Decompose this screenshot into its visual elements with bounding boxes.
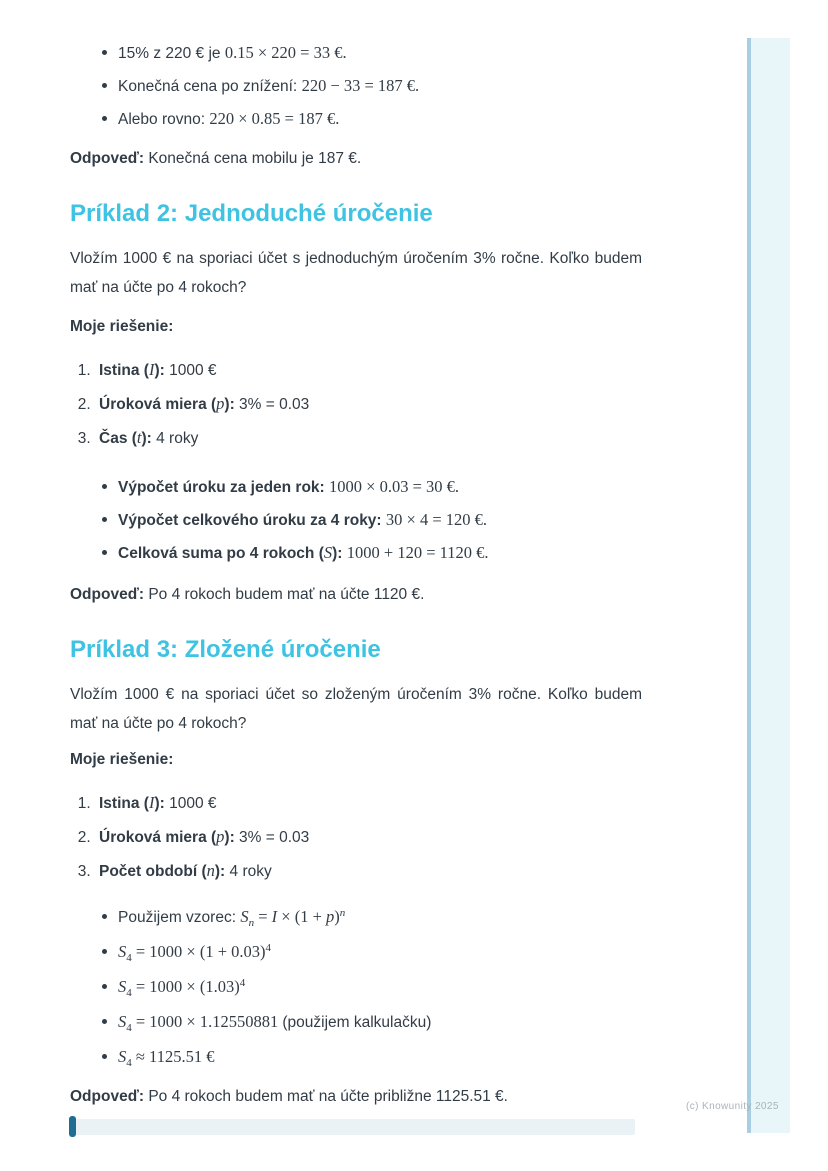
bold-text: ): xyxy=(214,863,226,880)
answer-paragraph-2 xyxy=(70,580,642,609)
math-text: ≈ 1125.51 € xyxy=(131,1047,215,1066)
list-item xyxy=(70,972,642,1002)
heading-priklad-2: Príklad 2: Jednoduché úročenie xyxy=(70,200,433,227)
page-divider-line xyxy=(747,38,751,1133)
bold-text: Celková suma po 4 rokoch ( xyxy=(118,545,324,562)
math-text: ) xyxy=(334,907,340,926)
bold-text: Výpočet úroku za jeden rok: xyxy=(118,479,330,496)
math-text: = xyxy=(254,907,272,926)
text-run: 15% z 220 € je xyxy=(118,45,225,62)
math-variable: I xyxy=(148,793,155,812)
math-variable: p xyxy=(326,907,335,926)
answer-paragraph-1 xyxy=(70,144,642,173)
math-variable: n xyxy=(206,861,215,880)
text-run: 1000 € xyxy=(164,795,217,812)
bold-text: Istina ( xyxy=(99,362,149,379)
discount-bullet-list xyxy=(70,38,642,134)
text-run: Alebo rovno: xyxy=(118,111,210,128)
simple-interest-calcs xyxy=(70,472,642,568)
bold-text: ): xyxy=(332,545,347,562)
text-run: Použijem vzorec: xyxy=(118,909,241,926)
list-item xyxy=(70,104,642,134)
bold-text: Výpočet celkového úroku za 4 roky: xyxy=(118,512,386,529)
bold-text: ): xyxy=(154,795,165,812)
bold-text: ): xyxy=(224,396,235,413)
math-text: = 1000 × (1.03) xyxy=(131,977,240,996)
bold-text: Úroková miera ( xyxy=(99,396,217,413)
math-text: 220 × 0.85 = 187 €. xyxy=(209,109,340,128)
math-variable: n xyxy=(339,906,346,919)
math-variable: n xyxy=(248,917,255,930)
next-section-band xyxy=(71,1119,635,1135)
text-run: 3% = 0.03 xyxy=(234,829,310,846)
list-item xyxy=(70,472,642,502)
list-item xyxy=(95,788,642,818)
text-run: Po 4 rokoch budem mať na účte 1120 €. xyxy=(144,586,425,603)
text-run: 4 xyxy=(126,1022,132,1035)
math-text: 220 − 33 = 187 €. xyxy=(301,76,420,95)
list-item xyxy=(95,355,642,385)
text-run: Konečná cena po znížení: xyxy=(118,78,302,95)
text-run: Po 4 rokoch budem mať na účte približne 1125.51 €. xyxy=(144,1088,508,1105)
text-run: 4 xyxy=(126,987,132,1000)
moje-riesenie-label-2 xyxy=(70,745,642,774)
bold-text: Úroková miera ( xyxy=(99,829,217,846)
math-variable: S xyxy=(118,1012,127,1031)
math-variable: I xyxy=(148,360,155,379)
math-text: 1000 + 120 = 1120 €. xyxy=(346,543,489,562)
math-text: = 1000 × 1.12550881 xyxy=(131,1012,283,1031)
intro-paragraph-2: Vložím 1000 € na sporiaci účet s jednoduchým úročením 3% ročne. Koľko budem mať na účte po 4 rokoch? xyxy=(70,250,642,296)
list-item xyxy=(70,937,642,967)
math-variable: S xyxy=(323,543,333,562)
text-run: 1000 € xyxy=(164,362,217,379)
math-variable: S xyxy=(240,907,249,926)
moje-riesenie-label-1 xyxy=(70,312,642,341)
math-text: = 1000 × (1 + 0.03) xyxy=(131,942,266,961)
bold-text: ): xyxy=(154,362,165,379)
bold-text: Moje riešenie: xyxy=(70,318,174,335)
page-side-rail xyxy=(747,38,790,1133)
next-section-bar xyxy=(69,1116,76,1137)
text-run: 4 roky xyxy=(225,863,272,880)
list-item xyxy=(70,505,642,535)
text-run: (použijem kalkulačku) xyxy=(282,1014,432,1031)
compound-interest-steps xyxy=(70,788,642,886)
list-item xyxy=(70,538,642,568)
intro-paragraph-3: Vložím 1000 € na sporiaci účet so zloženým úročením 3% ročne. Koľko budem mať na účte po 4 rokoch? xyxy=(70,686,642,732)
bold-text: Odpoveď: xyxy=(70,1088,145,1105)
list-item xyxy=(70,38,642,68)
math-text: 1000 × 0.03 = 30 €. xyxy=(329,477,460,496)
list-item xyxy=(95,822,642,852)
list-item xyxy=(95,389,642,419)
math-text: 0.15 × 220 = 33 €. xyxy=(224,43,347,62)
bold-text: Počet období ( xyxy=(99,863,207,880)
bold-text: Odpoveď: xyxy=(70,150,145,167)
text-run: 4 xyxy=(265,941,272,954)
bold-text: ): xyxy=(224,829,235,846)
math-variable: p xyxy=(216,827,225,846)
text-run: Konečná cena mobilu je 187 €. xyxy=(144,150,362,167)
simple-interest-steps xyxy=(70,355,642,453)
math-variable: p xyxy=(216,394,225,413)
list-item xyxy=(95,856,642,886)
bold-text: Istina ( xyxy=(99,795,149,812)
list-item xyxy=(70,1042,642,1072)
text-run: 4 xyxy=(126,952,132,965)
text-run: 4 xyxy=(126,1057,132,1070)
watermark: (c) Knowunity 2025 xyxy=(686,1101,779,1112)
list-item xyxy=(70,71,642,101)
list-item xyxy=(70,902,642,932)
compound-interest-calcs xyxy=(70,902,642,1072)
bold-text: ): xyxy=(141,430,152,447)
math-variable: S xyxy=(118,977,127,996)
math-variable: t xyxy=(136,428,142,447)
math-variable: S xyxy=(118,1047,127,1066)
bold-text: Odpoveď: xyxy=(70,586,145,603)
math-text: 30 × 4 = 120 €. xyxy=(385,510,488,529)
answer-paragraph-3 xyxy=(70,1082,642,1111)
content-column xyxy=(70,38,642,1111)
bold-text: Moje riešenie: xyxy=(70,751,174,768)
heading-priklad-3: Príklad 3: Zložené úročenie xyxy=(70,636,381,663)
text-run: 4 roky xyxy=(151,430,199,447)
text-run: 4 xyxy=(239,976,246,989)
text-run: 3% = 0.03 xyxy=(234,396,310,413)
math-variable: S xyxy=(118,942,127,961)
bold-text: Čas ( xyxy=(99,430,137,447)
math-variable: I xyxy=(271,907,278,926)
list-item xyxy=(70,1007,642,1037)
math-text: × (1 + xyxy=(277,907,326,926)
list-item xyxy=(95,423,642,453)
